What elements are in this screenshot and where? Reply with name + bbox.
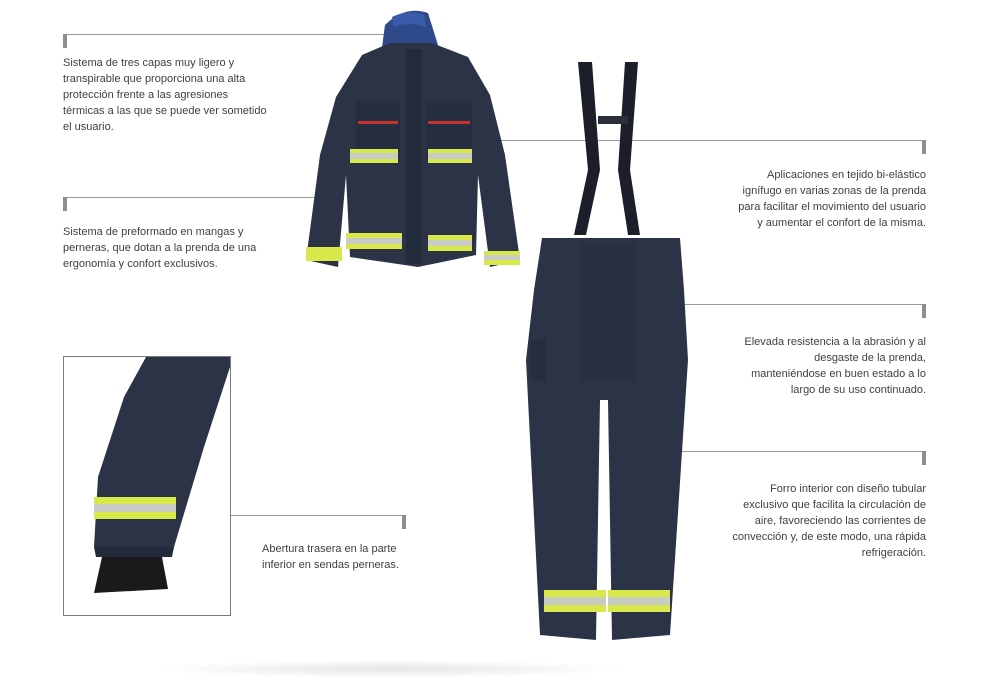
annotation-jacket-layers: Sistema de tres capas muy ligero y transpirable que proporciona una alta protección frente a las agresiones térmicas a las que se puede ver sometido el usuario. xyxy=(63,57,267,133)
marker-rear-opening xyxy=(402,515,406,529)
annotation-abrasion: Elevada resistencia a la abrasión y al desgaste de la prenda, manteniéndose en buen estado a lo largo de su uso continuado. xyxy=(744,336,926,396)
marker-lining xyxy=(922,451,926,465)
inset-illustration xyxy=(64,357,230,615)
marker-preformed xyxy=(63,197,67,211)
jacket-image xyxy=(300,5,530,290)
rear-opening-inset xyxy=(63,356,231,616)
floor-shadow xyxy=(150,660,630,678)
trousers-illustration xyxy=(520,60,695,650)
annotation-preformed: Sistema de preformado en mangas y perneras, que dotan a la prenda de una ergonomía y confort exclusivos. xyxy=(63,226,257,270)
marker-abrasion xyxy=(922,304,926,318)
marker-jacket-layers xyxy=(63,34,67,48)
trousers-image xyxy=(520,60,695,650)
annotation-rear-opening: Abertura trasera en la parte inferior en sendas perneras. xyxy=(262,543,399,571)
jacket-illustration xyxy=(300,5,530,290)
leader-preformed xyxy=(67,197,317,198)
marker-bi-elastic xyxy=(922,140,926,154)
annotation-bi-elastic: Aplicaciones en tejido bi-elástico ignífugo en varias zonas de la prenda para facilitar el movimiento del usuario y aumentar el confort de la misma. xyxy=(738,169,926,229)
annotation-lining: Forro interior con diseño tubular exclusivo que facilita la circulación de aire, favoreciendo las corrientes de convección y, de este modo, una rápida refrigeración. xyxy=(732,483,926,559)
